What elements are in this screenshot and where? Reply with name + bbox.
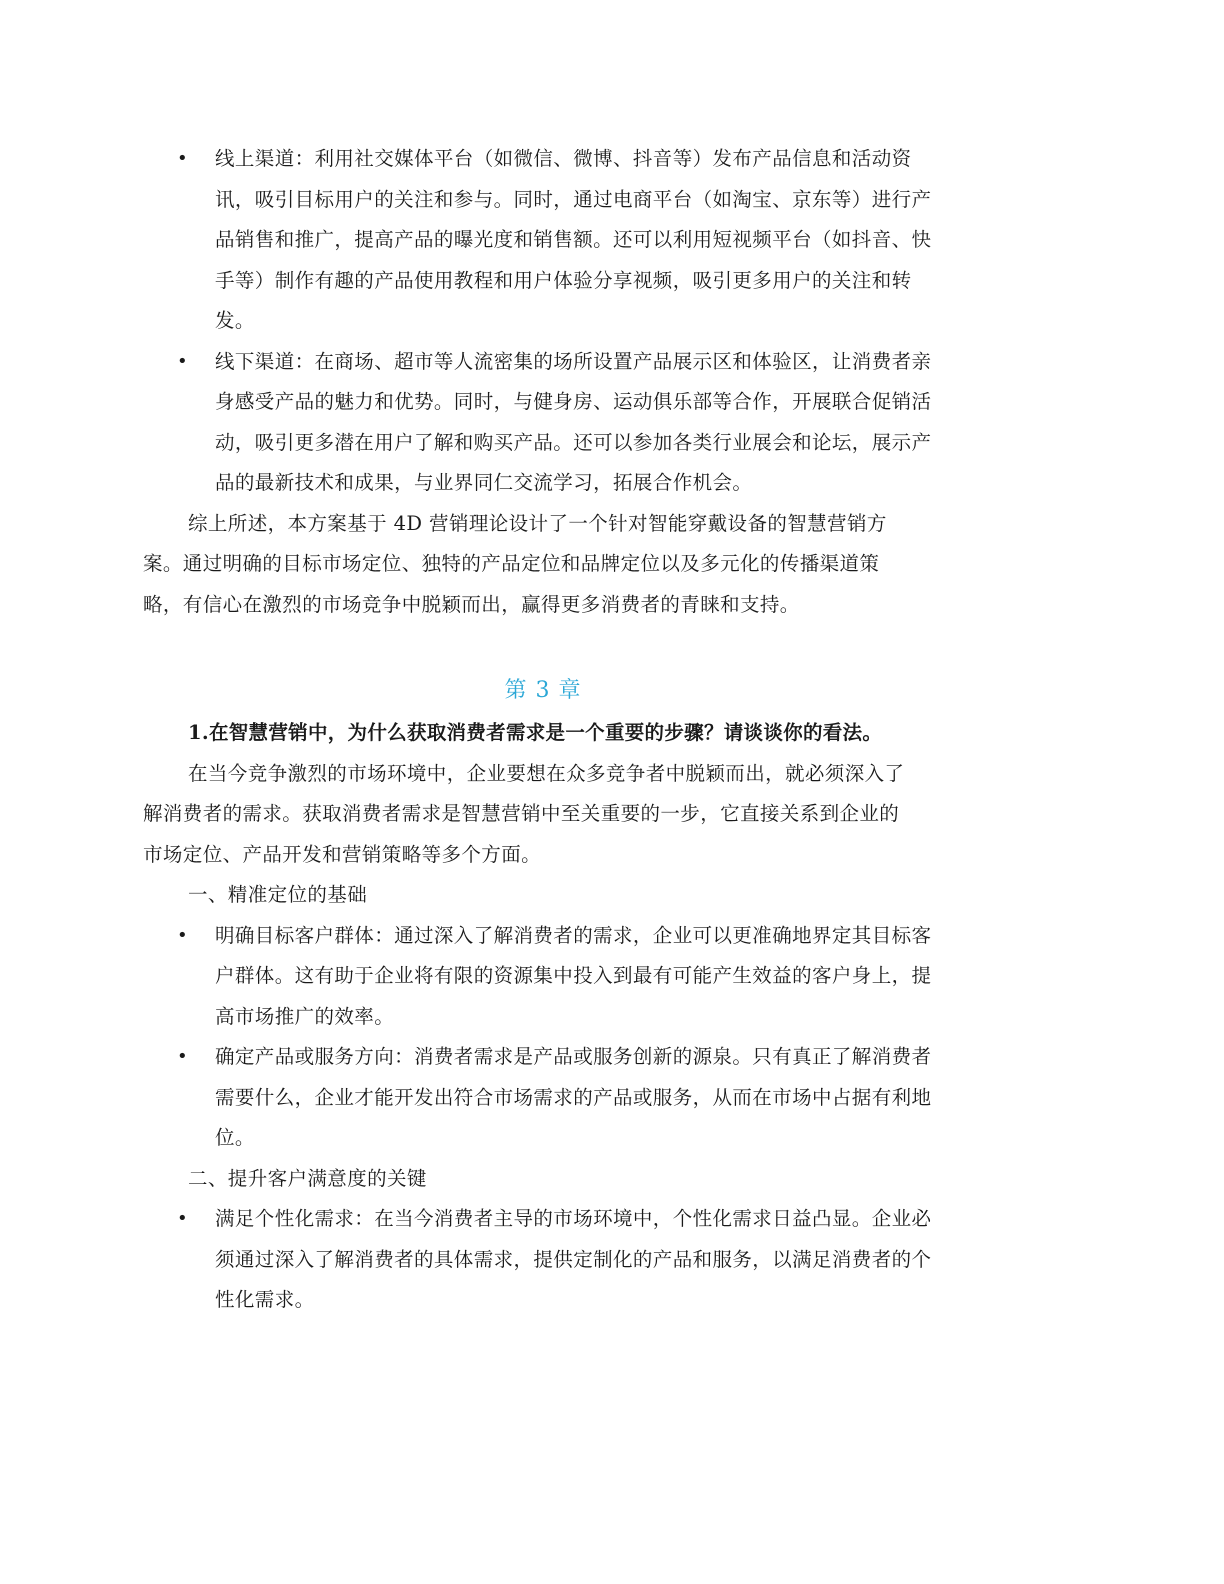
bullet-icon: • — [177, 924, 189, 946]
intro-paragraph: 在当今竞争激烈的市场环境中，企业要想在众多竞争者中脱颖而出，就必须深入了解消费者的需求。获取消费者需求是智慧营销中至关重要的一步，它直接关系到企业的市场定位、产品开发和营销策略等多个方面。 — [143, 761, 905, 866]
bullet-text-offline-channels: 线下渠道：在商场、超市等人流密集的场所设置产品展示区和体验区，让消费者亲身感受产品的魅力和优势。同时，与健身房、运动俱乐部等合作，开展联合促销活动，吸引更多潜在用户了解和购买产品。还可以参加各类行业展会和论坛，展示产品的最新技术和成果，与业界同仁交流学习，拓展合作机会。 — [215, 349, 932, 494]
bullet-text-online-channels: 线上渠道：利用社交媒体平台（如微信、微博、抖音等）发布产品信息和活动资讯，吸引目标用户的关注和参与。同时，通过电商平台（如淘宝、京东等）进行产品销售和推广，提高产品的曝光度和销售额。还可以利用短视频平台（如抖音、快手等）制作有趣的产品使用教程和用户体验分享视频，吸引更多用户的关注和转发。 — [215, 147, 932, 332]
bullet-icon: • — [177, 148, 189, 169]
bullet-icon: • — [177, 1046, 189, 1067]
section-heading-precise-positioning: 一、精准定位的基础 — [188, 883, 368, 906]
summary-paragraph: 综上所述，本方案基于 4D 营销理论设计了一个针对智能穿戴设备的智慧营销方案。通过明确的目标市场定位、独特的产品定位和品牌定位以及多元化的传播渠道策略，有信心在激烈的市场竞争中脱颖而出，赢得更多消费者的青睐和支持。 — [143, 511, 887, 616]
page-content — [143, 139, 943, 1321]
bullet-text-product-direction: 确定产品或服务方向：消费者需求是产品或服务创新的源泉。只有真正了解消费者需要什么，企业才能开发出符合市场需求的产品或服务，从而在市场中占据有利地位。 — [215, 1045, 932, 1149]
list-item — [143, 342, 943, 504]
bullet-text-personalized-needs: 满足个性化需求：在当今消费者主导的市场环境中，个性化需求日益凸显。企业必须通过深入了解消费者的具体需求，提供定制化的产品和服务，以满足消费者的个性化需求。 — [215, 1207, 932, 1311]
list-item — [143, 916, 943, 1038]
list-item — [143, 139, 943, 342]
bullet-icon: • — [177, 1208, 189, 1229]
chapter-title: 第 3 章 — [504, 678, 582, 703]
list-item — [143, 1037, 943, 1159]
section-heading-customer-satisfaction: 二、提升客户满意度的关键 — [188, 1166, 427, 1190]
question-heading: 1.在智慧营销中，为什么获取消费者需求是一个重要的步骤？请谈谈你的看法。 — [188, 721, 883, 744]
bullet-text-target-customers: 明确目标客户群体：通过深入了解消费者的需求，企业可以更准确地界定其目标客户群体。这有助于企业将有限的资源集中投入到最有可能产生效益的客户身上，提高市场推广的效率。 — [215, 923, 932, 1028]
bullet-icon: • — [177, 350, 189, 372]
list-item — [143, 1199, 943, 1321]
